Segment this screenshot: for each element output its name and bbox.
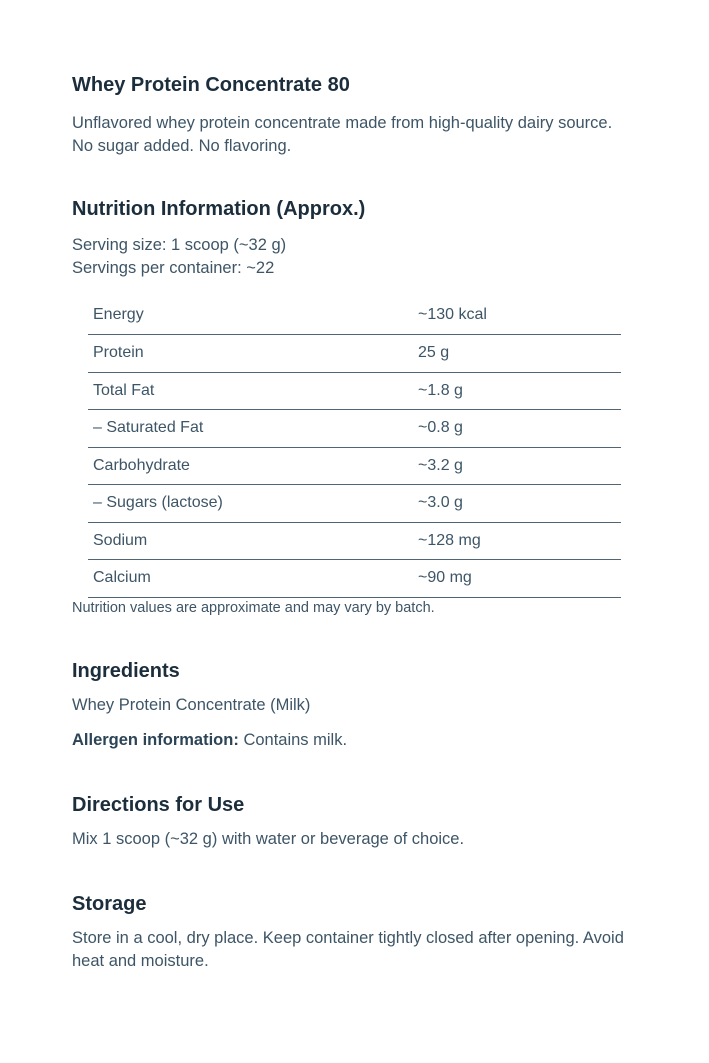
nutrient-amount: ~3.0 g xyxy=(413,485,621,523)
nutrient-name: Total Fat xyxy=(88,372,413,410)
nutrient-amount: ~130 kcal xyxy=(413,296,621,335)
table-row xyxy=(88,522,621,560)
table-row xyxy=(88,447,621,485)
table-row xyxy=(88,335,621,373)
allergen-text: Contains milk. xyxy=(243,730,348,749)
nutrient-name: Protein xyxy=(88,335,413,373)
serving-size: Serving size: 1 scoop (~32 g) xyxy=(72,236,287,254)
nutrition-table xyxy=(88,296,621,598)
directions-heading: Directions for Use xyxy=(72,793,245,816)
ingredients-heading: Ingredients xyxy=(72,659,180,682)
nutrient-name: – Sugars (lactose) xyxy=(88,485,413,523)
storage-heading: Storage xyxy=(72,892,147,915)
servings-per-container: Servings per container: ~22 xyxy=(72,259,275,277)
allergen-label: Allergen information: xyxy=(72,730,239,749)
table-row xyxy=(88,485,621,523)
table-row xyxy=(88,372,621,410)
table-row xyxy=(88,296,621,335)
nutrient-amount: 25 g xyxy=(413,335,621,373)
nutrient-name: – Saturated Fat xyxy=(88,410,413,448)
table-row xyxy=(88,410,621,448)
product-description: Unflavored whey protein concentrate made from high-quality dairy source. No sugar added. No flavoring. xyxy=(72,114,613,155)
nutrient-name: Calcium xyxy=(88,560,413,598)
nutrient-name: Energy xyxy=(88,296,413,335)
nutrient-amount: ~128 mg xyxy=(413,522,621,560)
nutrient-amount: ~0.8 g xyxy=(413,410,621,448)
product-title: Whey Protein Concentrate 80 xyxy=(72,74,350,96)
nutrition-note: Nutrition values are approximate and may vary by batch. xyxy=(72,599,435,616)
table-row xyxy=(88,560,621,598)
storage-text: Store in a cool, dry place. Keep container tightly closed after opening. Avoid heat and moisture. xyxy=(72,928,624,970)
nutrient-name: Sodium xyxy=(88,522,413,560)
ingredients-text: Whey Protein Concentrate (Milk) xyxy=(72,695,311,714)
allergen-info xyxy=(72,729,709,752)
nutrient-amount: ~1.8 g xyxy=(413,372,621,410)
directions-text: Mix 1 scoop (~32 g) with water or beverage of choice. xyxy=(72,829,465,848)
nutrient-amount: ~3.2 g xyxy=(413,447,621,485)
nutrition-heading: Nutrition Information (Approx.) xyxy=(72,198,366,220)
nutrient-name: Carbohydrate xyxy=(88,447,413,485)
nutrient-amount: ~90 mg xyxy=(413,560,621,598)
